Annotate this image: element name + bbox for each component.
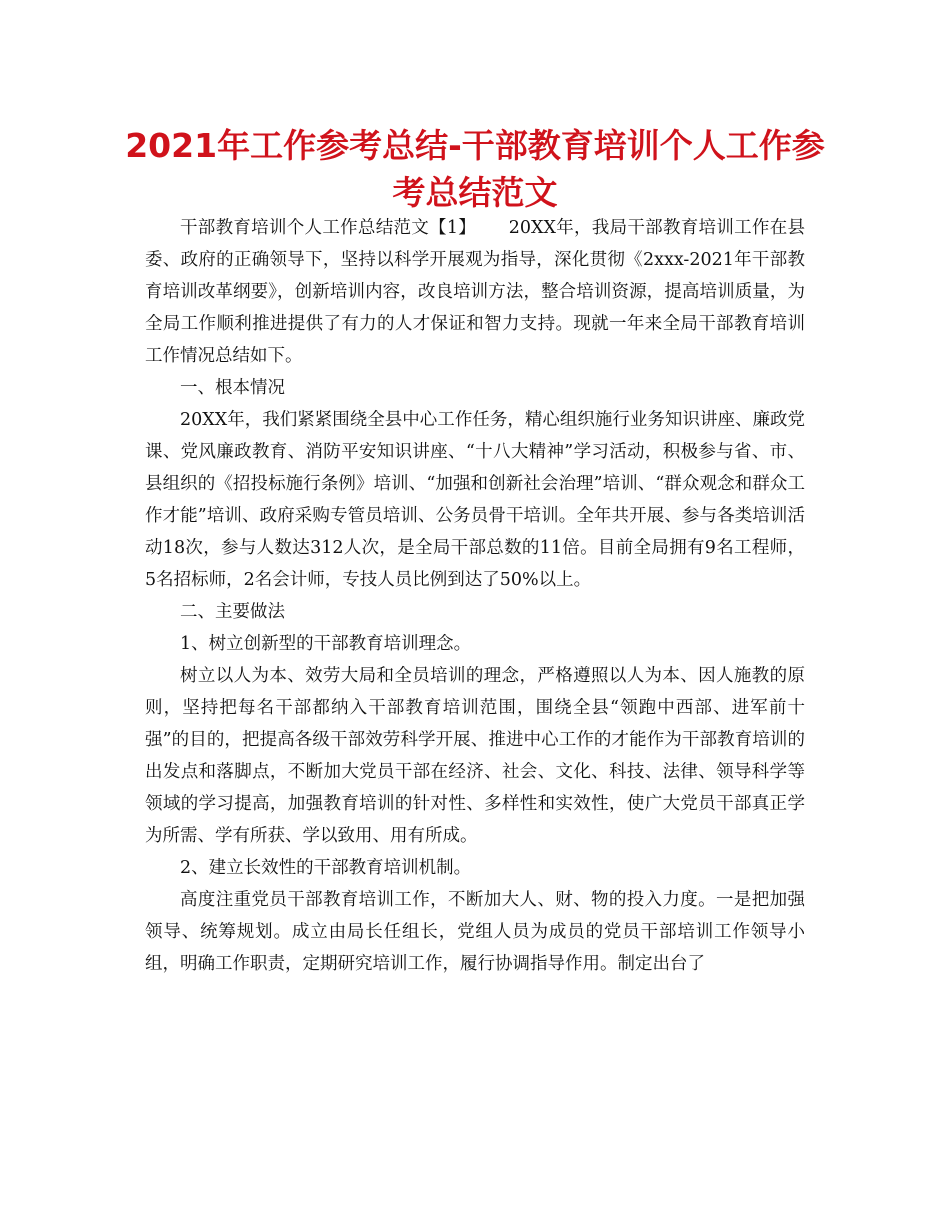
paragraph-method-2: 高度注重党员干部教育培训工作，不断加大人、财、物的投入力度。一是把加强领导、统筹规划。成立由局长任组长，党组人员为成员的党员干部培训工作领导小组，明确工作职责，定期研究培训工作，履行协调指导作用。制定出台了: [145, 890, 805, 974]
section-heading-methods: 二、主要做法: [180, 602, 285, 622]
document-title: 2021年工作参考总结-干部教育培训个人工作参考总结范文: [125, 126, 825, 212]
paragraph-intro: 干部教育培训个人工作总结范文【1】 20XX年，我局干部教育培训工作在县委、政府的正确领导下，坚持以科学开展观为指导，深化贯彻《2xxx-2021年干部教育培训改革纲要》，创新培训内容，改良培训方法，整合培训资源，提高培训质量，为全局工作顺利推进提供了有力的人才保证和智力支持。现就一年来全局干部教育培训工作情况总结如下。: [145, 218, 805, 366]
subheading-2: 2、建立长效性的干部教育培训机制。: [180, 858, 472, 878]
paragraph-method-1: 树立以人为本、效劳大局和全员培训的理念，严格遵照以人为本、因人施教的原则，坚持把每名干部都纳入干部教育培训范围，围绕全县“领跑中西部、进军前十强”的目的，把提高各级干部效劳科学开展、推进中心工作的才能作为干部教育培训的出发点和落脚点，不断加大党员干部在经济、社会、文化、科技、法律、领导科学等领域的学习提高，加强教育培训的针对性、多样性和实效性，使广大党员干部真正学为所需、学有所获、学以致用、用有所成。: [145, 666, 805, 846]
document-body: [145, 212, 805, 980]
section-heading-basic: 一、根本情况: [180, 378, 285, 398]
paragraph-basic-situation: 20XX年，我们紧紧围绕全县中心工作任务，精心组织施行业务知识讲座、廉政党课、党风廉政教育、消防平安知识讲座、“十八大精神”学习活动，积极参与省、市、县组织的《招投标施行条例》培训、“加强和创新社会治理”培训、“群众观念和群众工作才能”培训、政府采购专管员培训、公务员骨干培训。全年共开展、参与各类培训活动18次，参与人数达312人次，是全局干部总数的11倍。目前全局拥有9名工程师，5名招标师，2名会计师，专技人员比例到达了50%以上。: [145, 410, 805, 590]
subheading-1: 1、树立创新型的干部教育培训理念。: [180, 634, 472, 654]
